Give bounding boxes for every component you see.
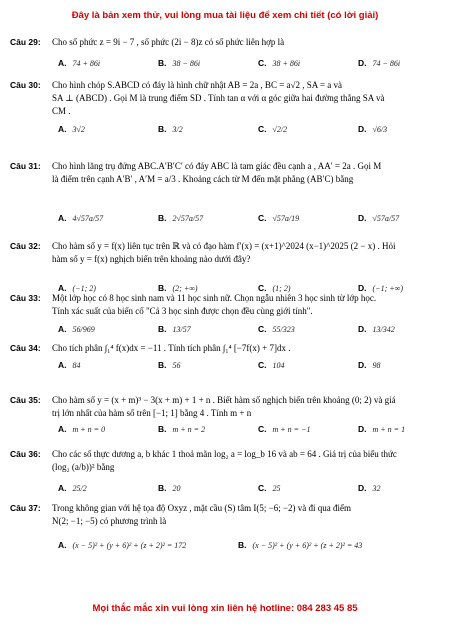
option-value: (x − 5)² + (y + 6)² + (z + 2)² = 43 [252, 541, 363, 550]
answer-option[interactable] [358, 57, 400, 70]
question-text [52, 240, 442, 266]
option-letter: B. [158, 324, 167, 334]
answer-option[interactable] [58, 323, 95, 336]
answer-option[interactable] [358, 359, 381, 372]
question-line: Cho hàm số y = f(x) liên tục trên ℝ và có đạo hàm f′(x) = (x+1)^2024 (x−1)^2025 (2 − x) . Hỏi [52, 241, 396, 251]
question [10, 240, 442, 296]
answer-option[interactable] [358, 123, 387, 136]
question-text [52, 502, 442, 528]
option-letter: A. [58, 213, 67, 223]
question-number: Câu 37: [10, 503, 41, 513]
option-letter: B. [238, 540, 247, 550]
answer-option[interactable] [258, 57, 300, 70]
question-line: SA ⊥ (ABCD) . Gọi M là trung điểm SD . Tính tan α với α góc giữa hai đường thẳng SA và [52, 93, 385, 103]
option-value: 32 [372, 484, 381, 493]
option-value: 2√57a/57 [172, 214, 204, 223]
answer-option[interactable] [158, 482, 181, 495]
option-value: 38 − 86i [172, 59, 201, 68]
answer-option[interactable] [58, 57, 100, 70]
option-letter: C. [258, 124, 267, 134]
option-value: 55/323 [272, 325, 295, 334]
answer-option[interactable] [58, 482, 87, 495]
answer-options [58, 123, 442, 137]
option-value: 74 − 86i [372, 59, 401, 68]
option-value: 25/2 [72, 484, 87, 493]
preview-banner: Đây là bản xem thử, vui lòng mua tài liệu để xem chi tiết (có lời giải) [71, 10, 379, 21]
question-text [52, 36, 442, 49]
option-letter: C. [258, 424, 267, 434]
option-value: (x − 5)² + (y + 6)² + (z + 2)² = 172 [72, 541, 187, 550]
option-value: 74 + 86i [72, 59, 101, 68]
question [10, 292, 442, 337]
question-text [52, 79, 442, 118]
option-letter: A. [58, 58, 67, 68]
question-number: Câu 33: [10, 293, 41, 303]
answer-option[interactable] [358, 212, 399, 225]
option-value: 98 [372, 361, 381, 370]
question-number: Câu 30: [10, 80, 41, 90]
option-letter: B. [158, 483, 167, 493]
answer-options [58, 539, 442, 553]
answer-options [58, 359, 442, 373]
option-value: 104 [272, 361, 285, 370]
option-value: m + n = 0 [72, 425, 106, 434]
question-line: Trong không gian với hệ tọa độ Oxyz , mặt cầu (S) tâm I(5; −6; −2) và đi qua điểm [52, 503, 352, 513]
option-letter: D. [358, 283, 367, 293]
option-value: 20 [172, 484, 181, 493]
option-letter: A. [58, 360, 67, 370]
question-line: hàm số y = f(x) nghịch biến trên khoảng nào dưới đây? [52, 254, 251, 264]
answer-option[interactable] [58, 123, 85, 136]
answer-option[interactable] [58, 539, 186, 552]
option-value: √2/2 [272, 125, 288, 134]
question-number: Câu 31: [10, 161, 41, 171]
option-value: m + n = −1 [272, 425, 311, 434]
option-letter: A. [58, 483, 67, 493]
option-letter: C. [258, 58, 267, 68]
option-value: (−1; 2) [72, 284, 96, 293]
option-letter: C. [258, 324, 267, 334]
question-line: Tính xác suất của biến cố "Cả 3 học sinh được chọn đều cùng giới tính". [52, 306, 313, 316]
answer-options [58, 323, 442, 337]
answer-option[interactable] [158, 359, 181, 372]
option-letter: D. [358, 213, 367, 223]
answer-option[interactable] [258, 359, 285, 372]
option-value: 38 + 86i [272, 59, 301, 68]
answer-option[interactable] [258, 482, 281, 495]
question-number: Câu 32: [10, 241, 41, 251]
answer-option[interactable] [58, 359, 81, 372]
option-letter: D. [358, 360, 367, 370]
question-line: là điểm trên cạnh A′B′ , A′M = a/3 . Khoảng cách từ M đến mặt phẳng (AB′C) bằng [52, 174, 354, 184]
option-letter: C. [258, 483, 267, 493]
question-number: Câu 35: [10, 395, 41, 405]
answer-option[interactable] [158, 323, 191, 336]
option-value: 56/969 [72, 325, 95, 334]
option-value: √57a/19 [272, 214, 300, 223]
option-value: (−1; +∞) [372, 284, 403, 293]
answer-options [58, 212, 442, 226]
option-letter: B. [158, 124, 167, 134]
answer-option[interactable] [58, 423, 105, 436]
question-text [52, 160, 442, 186]
option-value: (2; +∞) [172, 284, 198, 293]
answer-option[interactable] [158, 57, 200, 70]
option-letter: D. [358, 483, 367, 493]
question-text [52, 342, 442, 355]
question-text [52, 292, 442, 318]
option-letter: A. [58, 124, 67, 134]
question-number: Câu 36: [10, 449, 41, 459]
option-value: 3/2 [172, 125, 183, 134]
option-letter: D. [358, 124, 367, 134]
option-value: (1; 2) [272, 284, 291, 293]
answer-option[interactable] [358, 423, 405, 436]
option-letter: B. [158, 424, 167, 434]
option-value: √57a/57 [372, 214, 400, 223]
option-letter: B. [158, 283, 167, 293]
question-line: (log₂ (a/b))² bằng [52, 462, 115, 472]
question-line: N(2; −1; −5) có phương trình là [52, 516, 167, 526]
question [10, 394, 442, 437]
option-value: 4√57a/57 [72, 214, 104, 223]
question-line: Cho hình lăng trụ đứng ABC.A′B′C′ có đáy ABC là tam giác đều cạnh a , AA′ = 2a . Gọi M [52, 161, 382, 171]
answer-option[interactable] [158, 123, 183, 136]
option-value: √6/3 [372, 125, 388, 134]
answer-option[interactable] [258, 423, 310, 436]
option-value: m + n = 1 [372, 425, 406, 434]
question-line: Một lớp học có 8 học sinh nam và 11 học sinh nữ. Chọn ngẫu nhiên 3 học sinh từ lớp học. [52, 293, 377, 303]
question-line: Cho tích phân ∫₁⁴ f(x)dx = −11 . Tính tích phân ∫₁⁴ [−7f(x) + 7]dx . [52, 343, 291, 353]
answer-option[interactable] [238, 539, 362, 552]
option-letter: B. [158, 58, 167, 68]
question-line: Cho số phức z = 9i − 7 , số phức (2i − 8)z có số phức liên hợp là [52, 37, 285, 47]
option-letter: A. [58, 424, 67, 434]
answer-options [58, 482, 442, 496]
option-value: 13/342 [372, 325, 395, 334]
option-value: 13/57 [172, 325, 191, 334]
question-number: Câu 29: [10, 37, 41, 47]
question-line: Cho các số thực dương a, b khác 1 thoả mãn log₂ a = log_b 16 và ab = 64 . Giá trị của biểu thức [52, 449, 397, 459]
answer-option[interactable] [158, 212, 203, 225]
option-letter: A. [58, 540, 67, 550]
option-letter: B. [158, 360, 167, 370]
question-text [52, 394, 442, 420]
answer-option[interactable] [58, 212, 103, 225]
answer-option[interactable] [258, 123, 287, 136]
option-letter: A. [58, 283, 67, 293]
question-number: Câu 34: [10, 343, 41, 353]
option-letter: C. [258, 360, 267, 370]
option-value: 3√2 [72, 125, 85, 134]
hotline-banner: Mọi thắc mắc xin vui lòng xin liên hệ hotline: 084 283 45 85 [92, 603, 358, 614]
question-line: Cho hàm số y = (x + m)³ − 3(x + m) + 1 + n . Biết hàm số nghịch biến trên khoảng (0; 2) và giá [52, 395, 396, 405]
question-line: Cho hình chóp S.ABCD có đáy là hình chữ nhật AB = 2a , BC = a√2 , SA = a và [52, 80, 343, 90]
question [10, 448, 442, 496]
question [10, 342, 442, 373]
question-text [52, 448, 442, 474]
answer-option[interactable] [358, 482, 381, 495]
option-value: m + n = 2 [172, 425, 206, 434]
question-line: CM . [52, 106, 71, 116]
answer-options [58, 57, 442, 71]
option-letter: C. [258, 283, 267, 293]
question [10, 36, 442, 71]
option-value: 84 [72, 361, 81, 370]
option-value: 56 [172, 361, 181, 370]
option-letter: D. [358, 58, 367, 68]
answer-option[interactable] [358, 323, 395, 336]
question [10, 502, 442, 553]
answer-option[interactable] [158, 423, 205, 436]
option-letter: D. [358, 324, 367, 334]
option-letter: D. [358, 424, 367, 434]
option-value: 25 [272, 484, 281, 493]
question-line: trị lớn nhất của hàm số trên [−1; 1] bằng 4 . Tính m + n [52, 408, 252, 418]
answer-options [58, 423, 442, 437]
option-letter: B. [158, 213, 167, 223]
answer-option[interactable] [258, 212, 299, 225]
question [10, 160, 442, 226]
answer-option[interactable] [258, 323, 295, 336]
option-letter: C. [258, 213, 267, 223]
question [10, 79, 442, 137]
option-letter: A. [58, 324, 67, 334]
